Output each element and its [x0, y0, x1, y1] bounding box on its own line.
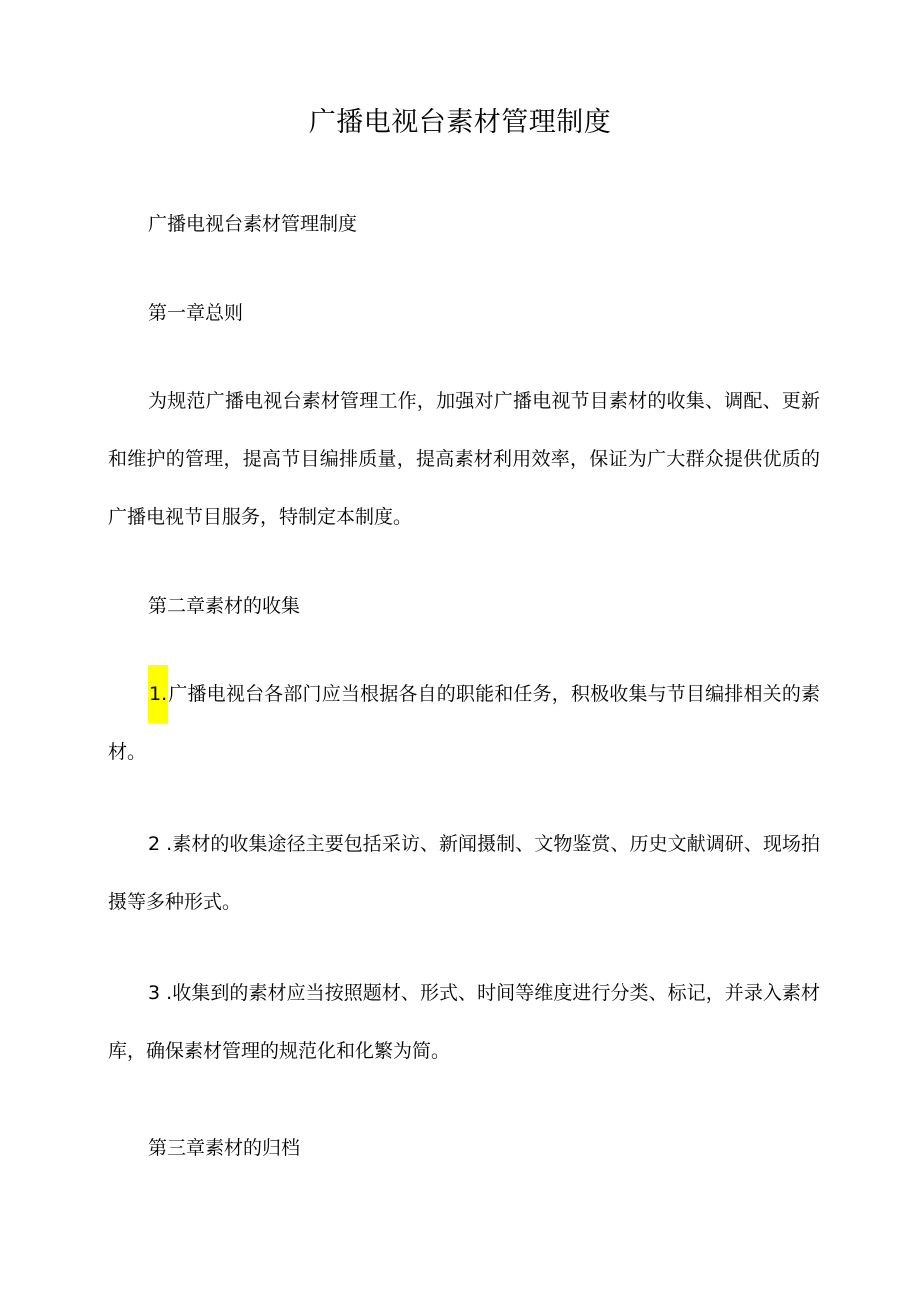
document-subtitle: 广播电视台素材管理制度	[148, 213, 358, 235]
item-2-number: 2	[148, 833, 161, 855]
item-1-text: 广播电视台各部门应当根据各自的职能和任务，积极收集与节目编排相关的素材。	[108, 683, 820, 763]
chapter-3-heading: 第三章素材的归档	[148, 1137, 301, 1159]
document-title: 广播电视台素材管理制度	[308, 107, 612, 138]
chapter-2-item-3	[108, 964, 820, 1080]
item-3-number: 3	[148, 982, 161, 1004]
item-2-text: .素材的收集途径主要包括采访、新闻摄制、文物鉴赏、历史文献调研、现场拍摄等多种形式。	[108, 833, 820, 913]
chapter-1-paragraph: 为规范广播电视台素材管理工作，加强对广播电视节目素材的收集、调配、更新和维护的管理，提高节目编排质量，提高素材利用效率，保证为广大群众提供优质的广播电视节目服务，特制定本制度。	[108, 390, 820, 528]
chapter-2-item-1	[108, 665, 820, 781]
chapter-2-item-2	[108, 815, 820, 931]
item-3-text: .收集到的素材应当按照题材、形式、时间等维度进行分类、标记，并录入素材库，确保素材管理的规范化和化繁为简。	[108, 982, 820, 1062]
chapter-2-heading: 第二章素材的收集	[148, 595, 301, 617]
chapter-1-heading: 第一章总则	[148, 302, 244, 324]
highlighted-item-number: 1.	[148, 665, 168, 723]
